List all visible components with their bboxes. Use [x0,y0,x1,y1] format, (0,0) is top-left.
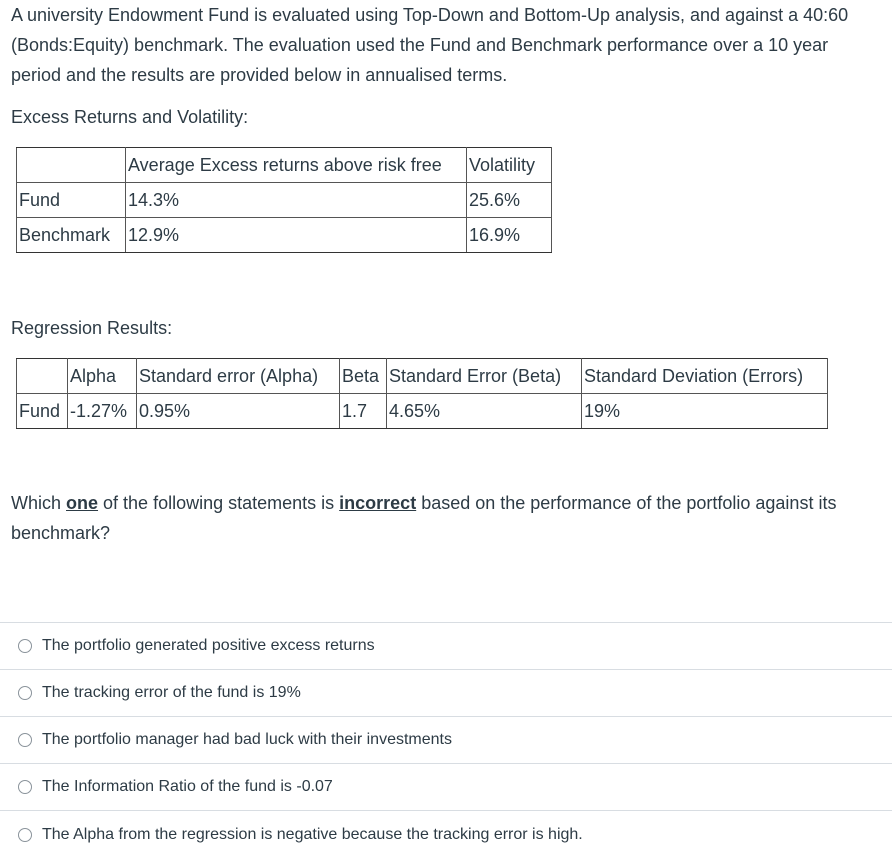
table-cell: 12.9% [126,218,467,253]
radio-button[interactable] [18,686,32,700]
table-cell: Fund [17,183,126,218]
regression-results-table [16,358,828,429]
table-cell: 19% [582,394,828,429]
table-header-cell: Standard Error (Beta) [387,359,582,394]
table-cell: 25.6% [467,183,552,218]
table-header-cell: Beta [340,359,387,394]
answer-option[interactable] [0,669,892,716]
table-row [17,183,552,218]
answer-option[interactable] [0,763,892,810]
table-header-cell: Alpha [68,359,137,394]
table-header-cell: Standard Deviation (Errors) [582,359,828,394]
radio-button[interactable] [18,639,32,653]
answer-label[interactable]: The Alpha from the regression is negative because the tracking error is high. [42,826,583,843]
table-header-cell: Average Excess returns above risk free [126,148,467,183]
table-cell: Benchmark [17,218,126,253]
table-header-cell [17,148,126,183]
table-cell: 4.65% [387,394,582,429]
answer-label[interactable]: The tracking error of the fund is 19% [42,684,301,701]
answer-label[interactable]: The portfolio manager had bad luck with their investments [42,731,452,748]
table-header-cell [17,359,68,394]
table-cell: -1.27% [68,394,137,429]
regression-results-heading: Regression Results: [11,318,173,338]
table-cell: 14.3% [126,183,467,218]
radio-button[interactable] [18,780,32,794]
answer-list [0,622,892,859]
answer-option[interactable] [0,716,892,763]
radio-button[interactable] [18,733,32,747]
question-prompt [11,488,889,548]
excess-returns-heading: Excess Returns and Volatility: [11,107,249,127]
table-header-row [17,148,552,183]
question-emphasis: one [66,493,99,513]
table-cell: 1.7 [340,394,387,429]
question-intro: A university Endowment Fund is evaluated using Top-Down and Bottom-Up analysis, and against a 40:60 (Bonds:Equity) benchmark. The evaluation used the Fund and Benchmark performance over a 10 year period and the results are provided below in annualised terms. [11,5,849,85]
table-row [17,394,828,429]
table-header-cell: Volatility [467,148,552,183]
answer-option[interactable] [0,622,892,669]
answer-label[interactable]: The Information Ratio of the fund is -0.07 [42,778,333,795]
table-cell: 16.9% [467,218,552,253]
question-emphasis: incorrect [339,493,417,513]
question-text-part: Which [11,493,67,513]
table-header-cell: Standard error (Alpha) [137,359,340,394]
radio-button[interactable] [18,828,32,842]
answer-option[interactable] [0,810,892,859]
table-cell: Fund [17,394,68,429]
table-row [17,218,552,253]
question-text-part: based on the performance of the portfolio against its benchmark? [11,493,837,543]
question-text-part: of the following statements is [98,493,340,513]
answer-label[interactable]: The portfolio generated positive excess returns [42,637,375,654]
table-cell: 0.95% [137,394,340,429]
excess-returns-table [16,147,552,253]
table-header-row [17,359,828,394]
